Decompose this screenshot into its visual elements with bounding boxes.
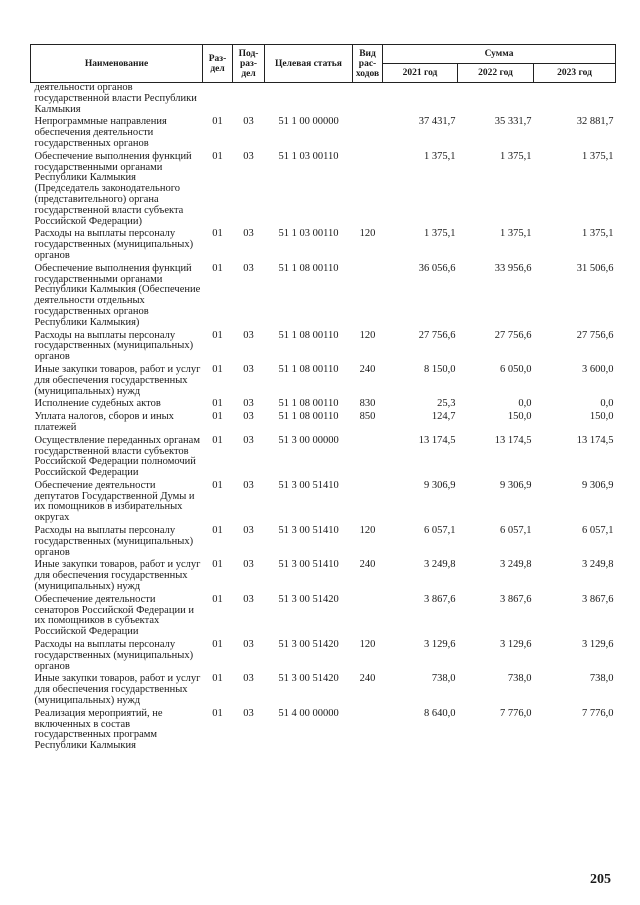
row-2021: 3 867,6	[424, 593, 456, 605]
row-2022: 1 375,1	[500, 150, 532, 162]
row-target: 51 3 00 51420	[278, 673, 339, 685]
row-target: 51 3 00 51410	[278, 559, 339, 571]
row-2023: 31 506,6	[576, 262, 614, 274]
row-expense-type: 830	[359, 398, 376, 410]
row-2022: 6 050,0	[500, 363, 532, 375]
row-target: 51 3 00 00000	[278, 434, 339, 446]
row-subsection: 03	[243, 150, 254, 162]
row-section: 01	[212, 434, 223, 446]
row-2022: 0,0	[518, 398, 532, 410]
table-header	[31, 45, 616, 83]
header-2021: 2021 год	[383, 64, 458, 83]
row-2022: 3 129,6	[500, 639, 532, 651]
row-2022: 35 331,7	[494, 116, 532, 128]
row-2023: 0,0	[600, 398, 614, 410]
row-2021: 9 306,9	[424, 479, 456, 491]
row-expense-type	[353, 708, 383, 753]
row-name: Обеспечение деятельности депутатов Государственной Думы и их помощников в избирательных округах	[34, 479, 195, 524]
row-section: 01	[212, 363, 223, 375]
row-expense-type	[353, 435, 383, 480]
row-subsection: 03	[243, 434, 254, 446]
row-2023: 3 129,6	[582, 639, 614, 651]
row-target: 51 1 08 00110	[278, 411, 339, 423]
row-2022: 738,0	[507, 673, 532, 685]
row-name: Расходы на выплаты персоналу государственных (муниципальных) органов	[34, 329, 194, 363]
row-2022: 150,0	[507, 411, 532, 423]
row-target: 51 3 00 51410	[278, 479, 339, 491]
row-2021: 37 431,7	[418, 116, 456, 128]
row-2022: 27 756,6	[494, 329, 532, 341]
row-name: Обеспечение выполнения функций государственными органами Республики Калмыкия (Председатель законодательного (представительного) органа государственной власти субъекта Российской Федерации)	[34, 150, 192, 227]
row-target: 51 1 03 00110	[278, 228, 339, 240]
row-section: 01	[212, 329, 223, 341]
row-2022: 33 956,6	[494, 262, 532, 274]
row-section: 01	[212, 150, 223, 162]
row-2023: 32 881,7	[576, 116, 614, 128]
row-expense-type	[353, 151, 383, 229]
header-expense-type: Вид рас-ходов	[353, 45, 383, 83]
row-name: Обеспечение деятельности сенаторов Российской Федерации и их помощников в субъектах Российской Федерации	[34, 593, 194, 638]
budget-table-page	[30, 44, 615, 753]
row-target: 51 1 08 00110	[278, 262, 339, 274]
row-name: Расходы на выплаты персоналу государственных (муниципальных) органов	[34, 525, 194, 558]
table-row	[31, 398, 616, 411]
row-section: 01	[212, 707, 223, 719]
row-expense-type: 240	[359, 363, 376, 375]
row-subsection: 03	[243, 262, 254, 274]
row-subsection: 03	[243, 411, 254, 423]
table-row	[31, 559, 616, 593]
table-row	[31, 330, 616, 364]
row-target: 51 1 08 00110	[278, 398, 339, 410]
row-2023: 1 375,1	[582, 228, 614, 240]
row-target: 51 1 00 00000	[278, 116, 339, 128]
row-2022: 6 057,1	[500, 525, 532, 537]
table-row	[31, 116, 616, 150]
row-section: 01	[212, 525, 223, 537]
row-subsection: 03	[243, 479, 254, 491]
table-row	[31, 525, 616, 559]
continuation-text: деятельности органов государственной власти Республики Калмыкия	[34, 82, 197, 115]
row-target: 51 3 00 51420	[278, 593, 339, 605]
row-2023: 6 057,1	[582, 525, 614, 537]
row-2022: 3 867,6	[500, 593, 532, 605]
row-name: Обеспечение выполнения функций государственными органами Республики Калмыкия (Обеспечение деятельности отдельных государственных органов Республики Калмыкия)	[34, 262, 201, 328]
row-subsection: 03	[243, 363, 254, 375]
row-subsection: 03	[243, 707, 254, 719]
row-2022: 13 174,5	[494, 434, 532, 446]
budget-table	[30, 44, 616, 753]
row-2023: 3 249,8	[582, 559, 614, 571]
row-expense-type: 240	[359, 673, 376, 685]
row-2023: 150,0	[589, 411, 614, 423]
table-row	[31, 228, 616, 262]
row-2023: 738,0	[589, 673, 614, 685]
header-section: Раз-дел	[203, 45, 233, 83]
row-subsection: 03	[243, 639, 254, 651]
row-name: Расходы на выплаты персоналу государственных (муниципальных) органов	[34, 228, 194, 261]
row-2022: 9 306,9	[500, 479, 532, 491]
row-2022: 3 249,8	[500, 559, 532, 571]
table-row	[31, 673, 616, 707]
row-name: Исполнение судебных актов	[34, 398, 161, 410]
table-row	[31, 708, 616, 753]
row-2022: 7 776,0	[500, 707, 532, 719]
row-2021: 13 174,5	[418, 434, 456, 446]
row-section: 01	[212, 228, 223, 240]
row-subsection: 03	[243, 593, 254, 605]
row-expense-type: 240	[359, 559, 376, 571]
row-expense-type: 120	[359, 329, 376, 341]
header-2023: 2023 год	[534, 64, 616, 83]
row-2021: 25,3	[437, 398, 456, 410]
row-2023: 3 867,6	[582, 593, 614, 605]
row-2023: 13 174,5	[576, 434, 614, 446]
row-section: 01	[212, 673, 223, 685]
row-target: 51 1 03 00110	[278, 150, 339, 162]
table-row	[31, 594, 616, 639]
row-2023: 27 756,6	[576, 329, 614, 341]
row-subsection: 03	[243, 329, 254, 341]
row-name: Уплата налогов, сборов и иных платежей	[34, 411, 174, 433]
row-name: Осуществление переданных органам государственной власти субъектов Российской Федерации полномочий Российской Федерации	[34, 434, 200, 479]
row-section: 01	[212, 639, 223, 651]
row-section: 01	[212, 116, 223, 128]
row-2023: 1 375,1	[582, 150, 614, 162]
header-2022: 2022 год	[458, 64, 534, 83]
row-section: 01	[212, 479, 223, 491]
row-2021: 1 375,1	[424, 228, 456, 240]
table-body	[31, 83, 616, 754]
row-name: Реализация мероприятий, не включенных в состав государственных программ Республики Калмыкия	[34, 707, 163, 752]
row-subsection: 03	[243, 398, 254, 410]
row-name: Расходы на выплаты персоналу государственных (муниципальных) органов	[34, 639, 194, 672]
row-section: 01	[212, 411, 223, 423]
row-name: Непрограммные направления обеспечения деятельности государственных органов	[34, 116, 167, 149]
row-2022: 1 375,1	[500, 228, 532, 240]
row-expense-type: 850	[359, 411, 376, 423]
row-name: Иные закупки товаров, работ и услуг для обеспечения государственных (муниципальных) нужд	[34, 363, 201, 397]
table-row	[31, 411, 616, 435]
row-expense-type: 120	[359, 228, 376, 240]
row-subsection: 03	[243, 228, 254, 240]
row-expense-type: 120	[359, 525, 376, 537]
row-2021: 124,7	[431, 411, 456, 423]
row-target: 51 3 00 51410	[278, 525, 339, 537]
header-sum: Сумма	[383, 45, 616, 64]
row-expense-type	[353, 263, 383, 330]
row-section: 01	[212, 262, 223, 274]
row-subsection: 03	[243, 673, 254, 685]
header-name: Наименование	[31, 45, 203, 83]
row-2021: 3 249,8	[424, 559, 456, 571]
row-2021: 1 375,1	[424, 150, 456, 162]
row-2023: 9 306,9	[582, 479, 614, 491]
row-expense-type	[353, 480, 383, 525]
row-2021: 8 150,0	[424, 363, 456, 375]
row-section: 01	[212, 593, 223, 605]
row-target: 51 4 00 00000	[278, 707, 339, 719]
table-row-continuation	[31, 83, 616, 117]
row-2021: 6 057,1	[424, 525, 456, 537]
row-2021: 36 056,6	[418, 262, 456, 274]
row-2023: 3 600,0	[582, 363, 614, 375]
row-section: 01	[212, 398, 223, 410]
row-subsection: 03	[243, 116, 254, 128]
row-name: Иные закупки товаров, работ и услуг для обеспечения государственных (муниципальных) нужд	[34, 673, 201, 707]
row-expense-type: 120	[359, 639, 376, 651]
row-section: 01	[212, 559, 223, 571]
table-row	[31, 435, 616, 480]
row-2023: 7 776,0	[582, 707, 614, 719]
row-name: Иные закупки товаров, работ и услуг для обеспечения государственных (муниципальных) нужд	[34, 559, 201, 593]
header-subsection: Под-раз-дел	[233, 45, 265, 83]
row-subsection: 03	[243, 525, 254, 537]
row-expense-type	[353, 116, 383, 150]
row-2021: 27 756,6	[418, 329, 456, 341]
page-number: 205	[590, 872, 611, 887]
row-expense-type	[353, 594, 383, 639]
row-target: 51 1 08 00110	[278, 363, 339, 375]
row-target: 51 3 00 51420	[278, 639, 339, 651]
row-subsection: 03	[243, 559, 254, 571]
row-2021: 738,0	[431, 673, 456, 685]
table-row	[31, 480, 616, 525]
table-row	[31, 639, 616, 673]
row-target: 51 1 08 00110	[278, 329, 339, 341]
table-row	[31, 263, 616, 330]
row-2021: 3 129,6	[424, 639, 456, 651]
header-target: Целевая статья	[265, 45, 353, 83]
table-row	[31, 151, 616, 229]
table-row	[31, 364, 616, 398]
row-2021: 8 640,0	[424, 707, 456, 719]
